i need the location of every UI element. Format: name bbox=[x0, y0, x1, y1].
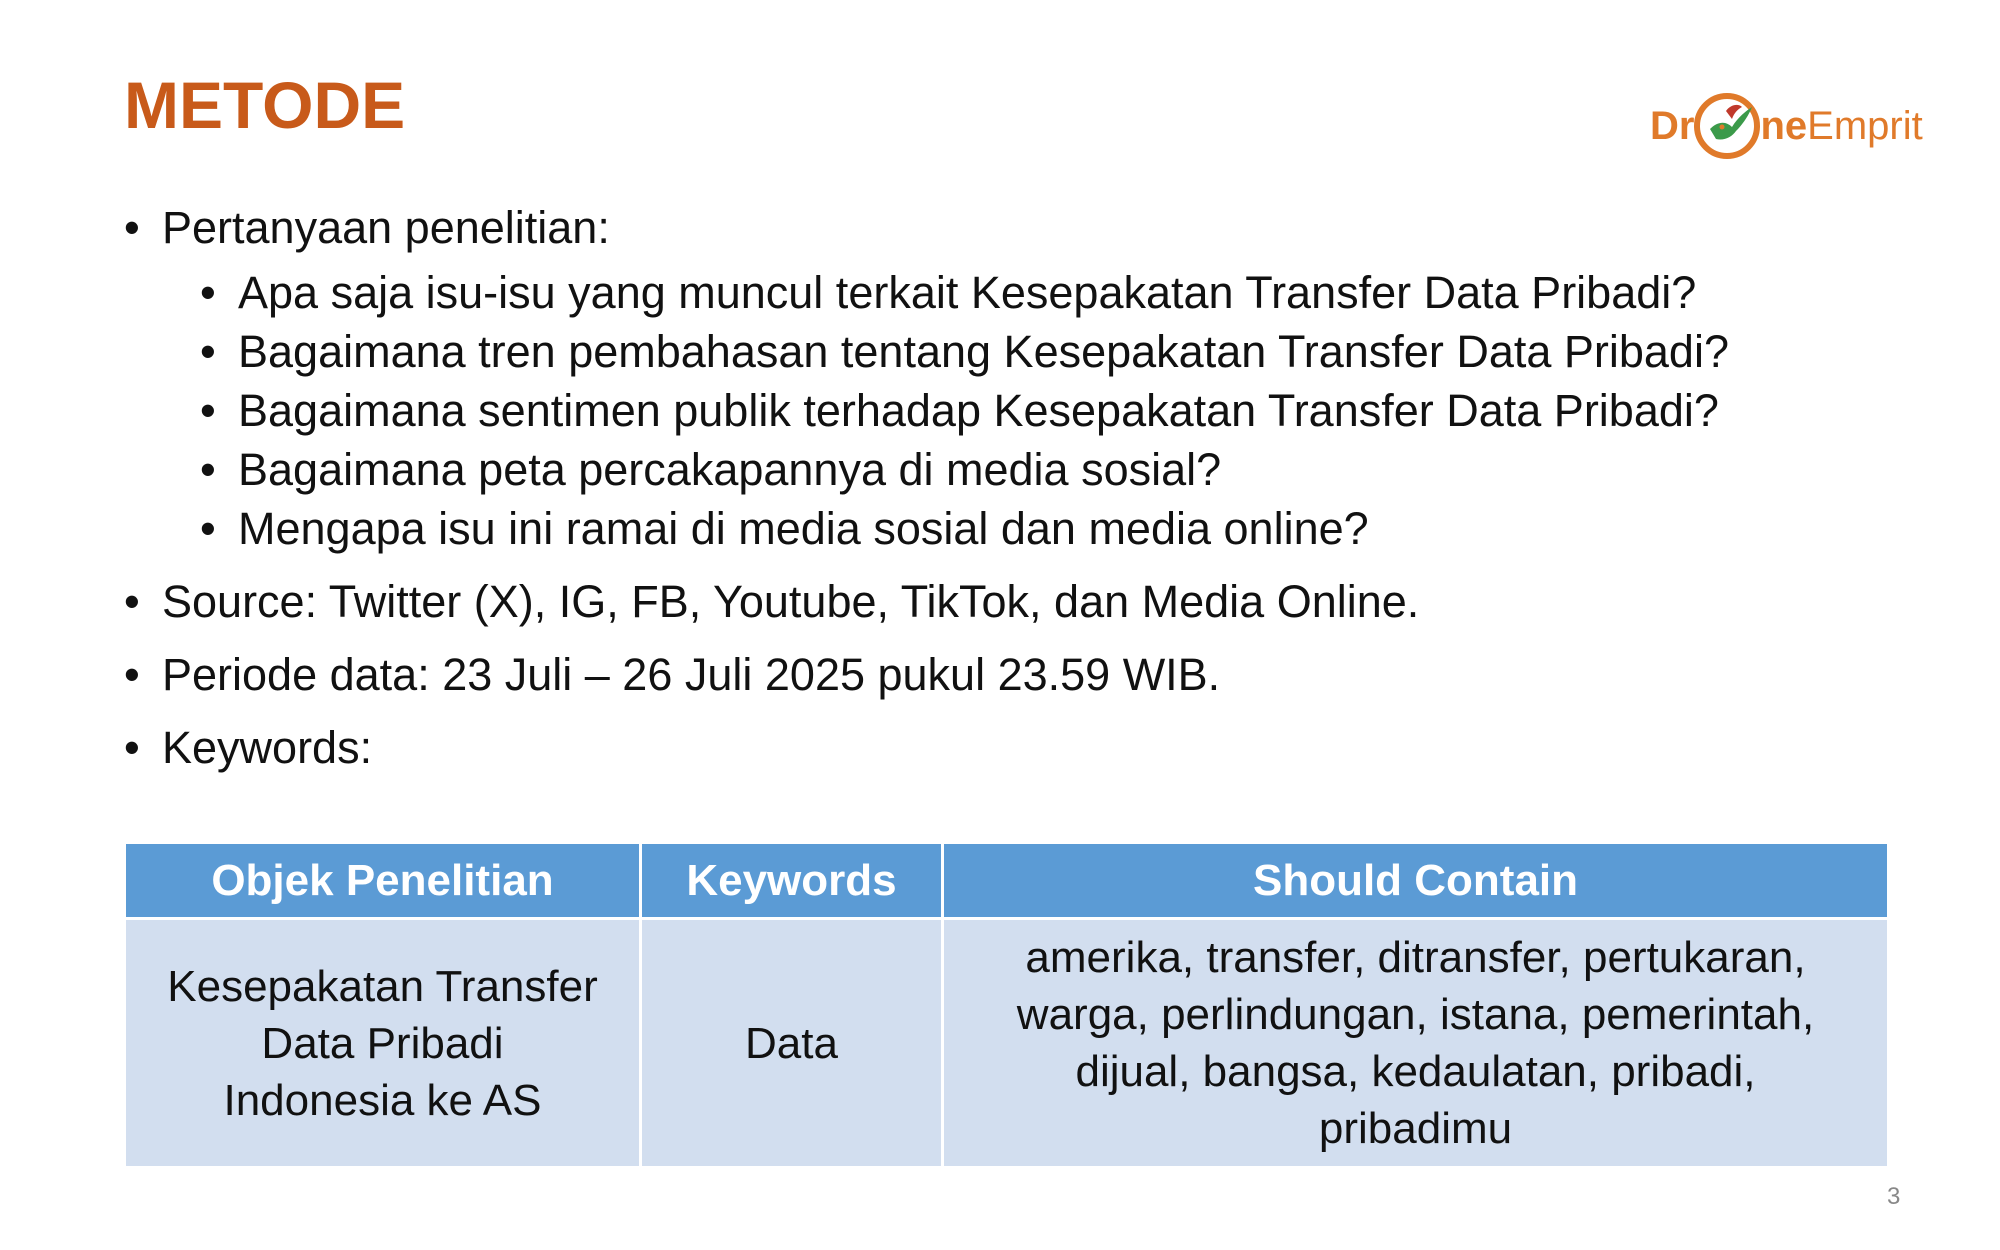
bullet-keywords: • Keywords: bbox=[124, 725, 1924, 770]
cell-line: Kesepakatan Transfer bbox=[167, 961, 598, 1011]
cell-keywords: Data bbox=[641, 919, 943, 1168]
bullet-list bbox=[124, 202, 1924, 773]
cell-line: Indonesia ke AS bbox=[223, 1075, 542, 1125]
table-row bbox=[125, 919, 1889, 1168]
slide-title: METODE bbox=[124, 68, 406, 142]
cell-line: dijual, bangsa, kedaulatan, pribadi, bbox=[1075, 1047, 1756, 1096]
header-objek-penelitian: Objek Penelitian bbox=[125, 843, 641, 919]
cell-line: warga, perlindungan, istana, pemerintah, bbox=[1016, 990, 1815, 1039]
drone-bird-icon bbox=[1692, 91, 1762, 161]
question-item: • Apa saja isu-isu yang muncul terkait Kesepakatan Transfer Data Pribadi? bbox=[124, 270, 1924, 315]
bullet-source: • Source: Twitter (X), IG, FB, Youtube, TikTok, dan Media Online. bbox=[124, 579, 1924, 624]
question-item: • Bagaimana sentimen publik terhadap Kesepakatan Transfer Data Pribadi? bbox=[124, 388, 1924, 433]
logo-text-ne: ne bbox=[1760, 104, 1808, 148]
bullet-research-questions: • Pertanyaan penelitian: bbox=[124, 205, 1924, 250]
cell-line: Data Pribadi bbox=[261, 1018, 504, 1068]
bullet-period: • Periode data: 23 Juli – 26 Juli 2025 pukul 23.59 WIB. bbox=[124, 652, 1924, 697]
header-keywords: Keywords bbox=[641, 843, 943, 919]
cell-line: pribadimu bbox=[1318, 1104, 1513, 1153]
cell-objek-penelitian bbox=[125, 919, 641, 1168]
question-item: • Mengapa isu ini ramai di media sosial dan media online? bbox=[124, 506, 1924, 551]
cell-should-contain bbox=[943, 919, 1889, 1168]
logo-text-dr: Dr bbox=[1650, 104, 1695, 148]
question-item: • Bagaimana tren pembahasan tentang Kesepakatan Transfer Data Pribadi? bbox=[124, 329, 1924, 374]
header-should-contain: Should Contain bbox=[943, 843, 1889, 919]
keywords-table bbox=[123, 841, 1887, 1169]
drone-emprit-logo bbox=[1650, 88, 1923, 164]
logo-text-emprit: Emprit bbox=[1807, 104, 1923, 148]
question-item: • Bagaimana peta percakapannya di media sosial? bbox=[124, 447, 1924, 492]
cell-line: amerika, transfer, ditransfer, pertukaran, bbox=[1025, 933, 1806, 982]
table-header-row bbox=[125, 843, 1889, 919]
page-number: 3 bbox=[1887, 1183, 1901, 1210]
